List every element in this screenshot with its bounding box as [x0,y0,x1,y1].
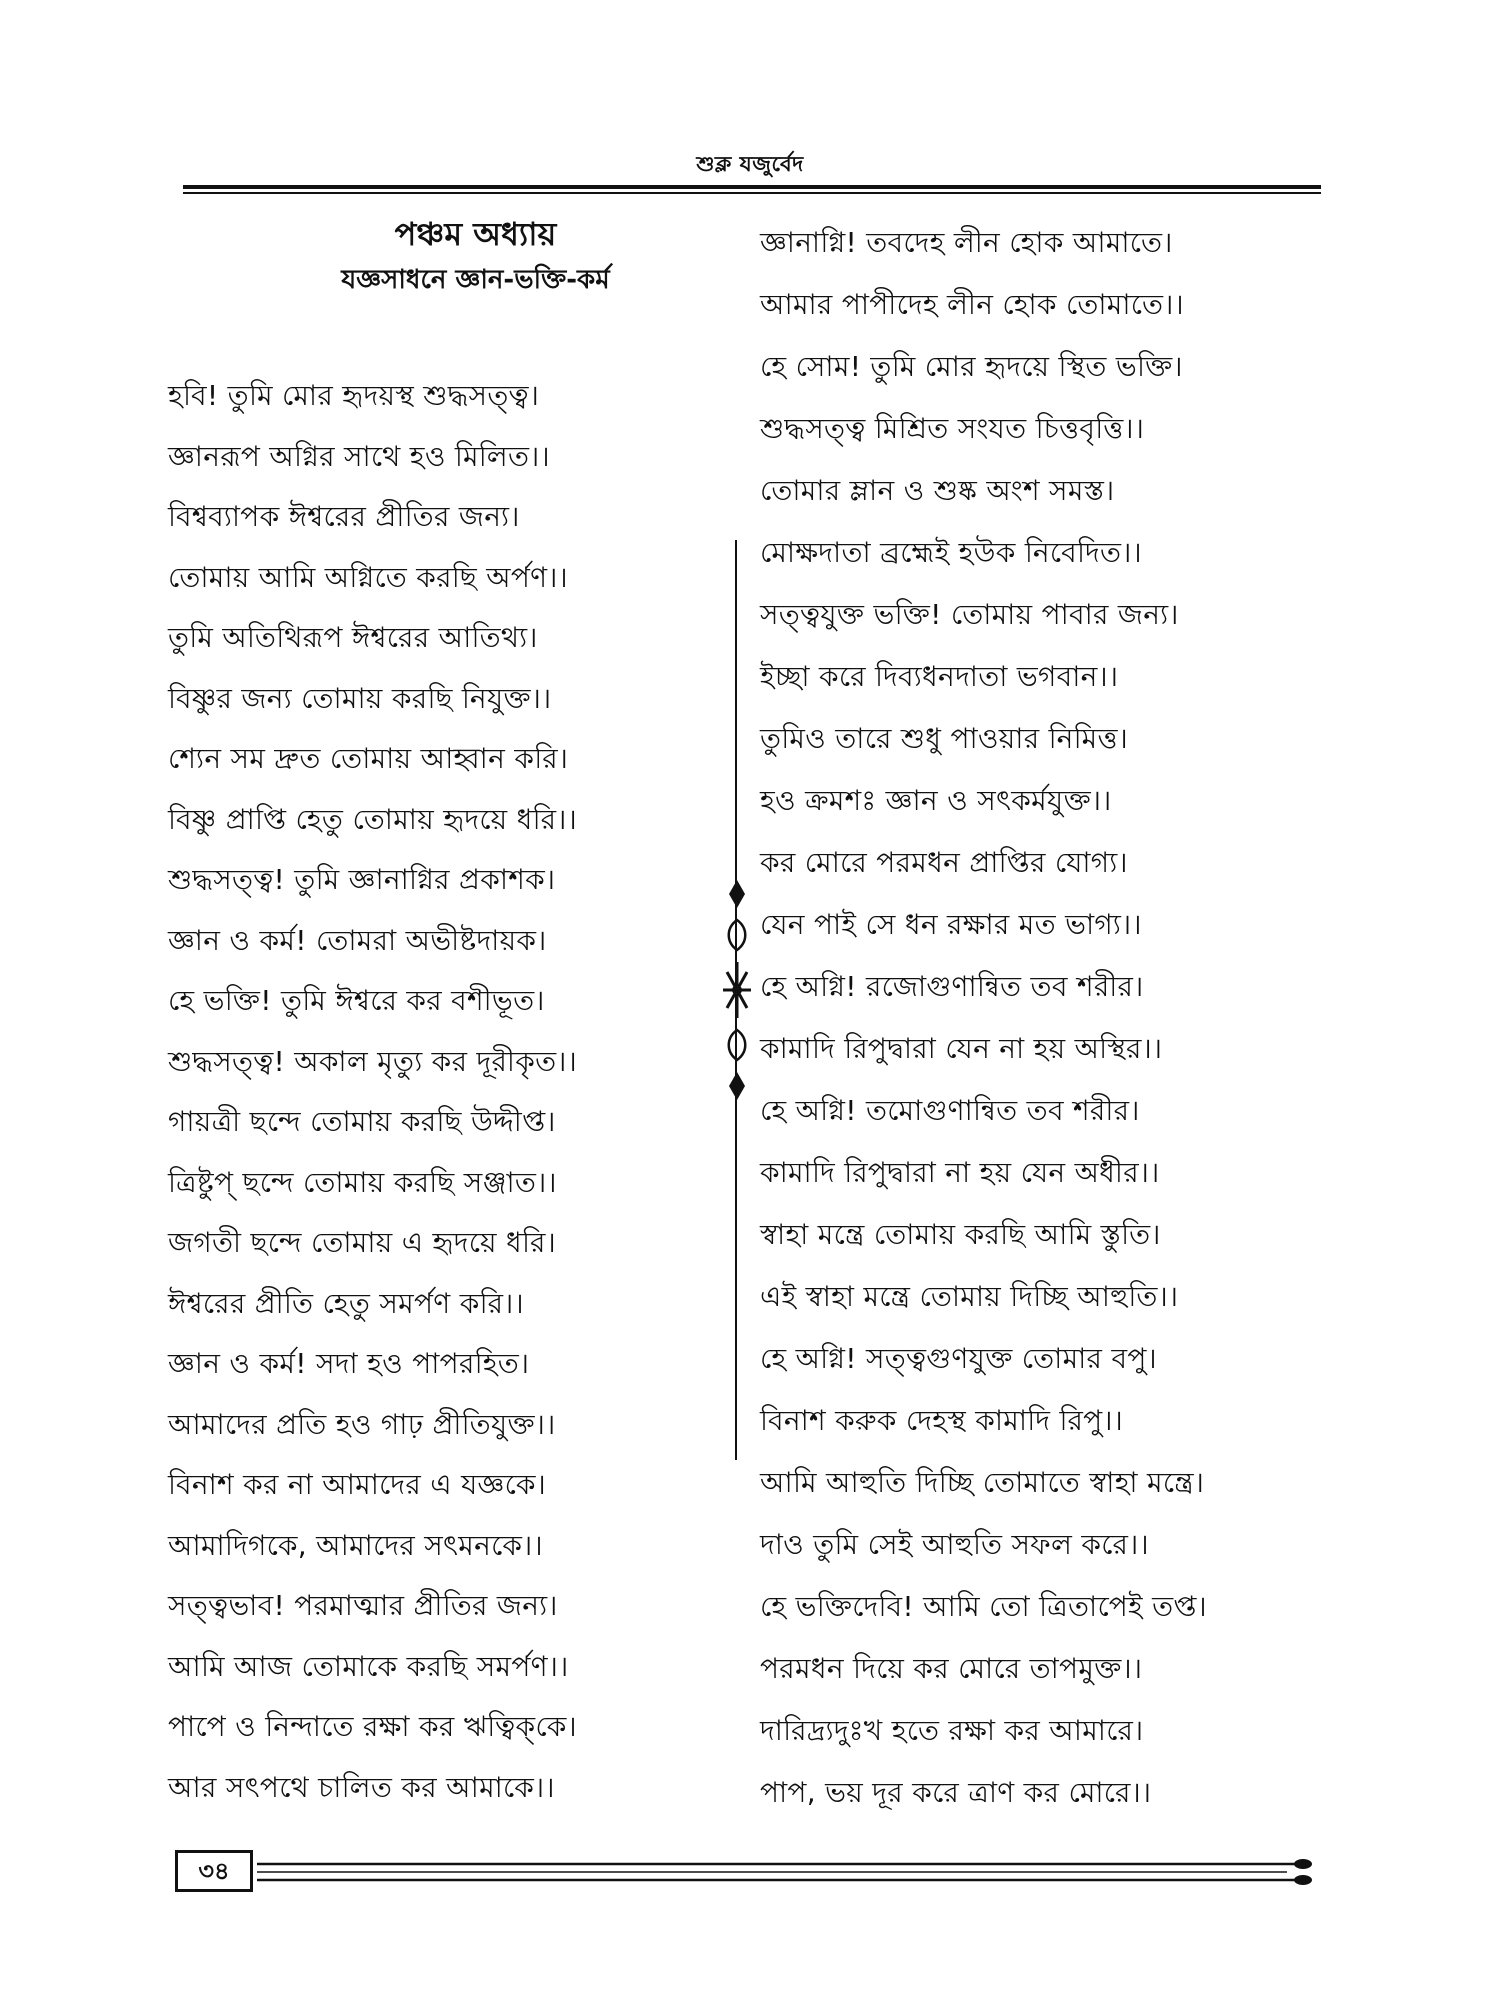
verse-line: সত্ত্বভাব! পরমাত্মার প্রীতির জন্য। [168,1589,558,1622]
verse-line: হে ভক্তিদেবি! আমি তো ত্রিতাপেই তপ্ত। [760,1590,1207,1623]
verse-line: দারিদ্র্যদুঃখ হতে রক্ষা কর আমারে। [760,1714,1144,1747]
verse-line: সত্ত্বযুক্ত ভক্তি! তোমায় পাবার জন্য। [760,598,1179,631]
verse-line: হে অগ্নি! সত্ত্বগুণযুক্ত তোমার বপু। [760,1342,1157,1375]
left-verse-list [168,366,723,1818]
left-column [168,212,723,1818]
right-verse-list [760,212,1340,1824]
verse-line: জ্ঞানাগ্নি! তবদেহ লীন হোক আমাতে। [760,226,1173,259]
verse-line: বিষ্ণু প্রাপ্তি হেতু তোমায় হৃদয়ে ধরি।। [168,802,578,836]
verse-line: যেন পাই সে ধন রক্ষার মত ভাগ্য।। [760,908,1142,941]
verse-line: শুদ্ধসত্ত্ব মিশ্রিত সংযত চিত্তবৃত্তি।। [760,412,1145,445]
verse-line: বিনাশ কর না আমাদের এ যজ্ঞকে। [168,1468,547,1501]
verse-line: ত্রিষ্টুপ্ ছন্দে তোমায় করছি সঞ্জাত।। [168,1165,557,1199]
verse-line: দাও তুমি সেই আহুতি সফল করে।। [760,1528,1149,1561]
verse-line: আমি আজ তোমাকে করছি সমর্পণ।। [168,1649,569,1683]
verse-line: বিশ্বব্যাপক ঈশ্বরের প্রীতির জন্য। [168,500,520,533]
verse-line: তোমায় আমি অগ্নিতে করছি অর্পণ।। [168,560,568,594]
verse-line: পরমধন দিয়ে কর মোরে তাপমুক্ত।। [760,1652,1143,1685]
right-column [760,212,1340,1824]
verse-line: জ্ঞানরূপ অগ্নির সাথে হও মিলিত।। [168,439,550,473]
verse-line: স্বাহা মন্ত্রে তোমায় করছি আমি স্তুতি। [760,1218,1161,1251]
verse-line: শুদ্ধসত্ত্ব! অকাল মৃত্যু কর দূরীকৃত।। [168,1044,578,1078]
verse-line: জগতী ছন্দে তোমায় এ হৃদয়ে ধরি। [168,1226,557,1259]
verse-line: তুমি অতিথিরূপ ঈশ্বরের আতিথ্য। [168,621,538,654]
chapter-subtitle: যজ্ঞসাধনে জ্ঞান-ভক্তি-কর্ম [341,265,610,295]
header-rule-thin [183,192,1321,194]
verse-line: পাপ, ভয় দূর করে ত্রাণ কর মোরে।। [760,1776,1152,1809]
verse-line: শ্যেন সম দ্রুত তোমায় আহ্বান করি। [168,742,569,775]
chapter-title: পঞ্চম অধ্যায় [394,215,557,253]
verse-line: আমাদের প্রতি হও গাঢ় প্রীতিযুক্ত।। [168,1407,556,1441]
verse-line: গায়ত্রী ছন্দে তোমায় করছি উদ্দীপ্ত। [168,1105,556,1138]
verse-line: ইচ্ছা করে দিব্যধনদাতা ভগবান।। [760,660,1119,693]
verse-line: হে অগ্নি! তমোগুণান্বিত তব শরীর। [760,1094,1140,1127]
verse-line: বিনাশ করুক দেহস্থ কামাদি রিপু।। [760,1404,1124,1437]
verse-line: আমার পাপীদেহ লীন হোক তোমাতে।। [760,288,1184,321]
running-head: শুক্ল যজুর্বেদ [696,152,804,176]
verse-line: মোক্ষদাতা ব্রহ্মেই হউক নিবেদিত।। [760,536,1142,569]
footer-ornament-rules [257,1850,1325,1895]
verse-line: পাপে ও নিন্দাতে রক্ষা কর ঋত্বিক্‌কে। [168,1710,577,1743]
verse-line: হবি! তুমি মোর হৃদয়স্থ শুদ্ধসত্ত্ব। [168,379,540,412]
verse-line: শুদ্ধসত্ত্ব! তুমি জ্ঞানাগ্নির প্রকাশক। [168,863,556,896]
verse-line: আমি আহুতি দিচ্ছি তোমাতে স্বাহা মন্ত্রে। [760,1466,1205,1499]
verse-line: কামাদি রিপুদ্বারা যেন না হয় অস্থির।। [760,1032,1163,1065]
divider-ornament-icon [722,880,752,1100]
verse-line: কামাদি রিপুদ্বারা না হয় যেন অধীর।। [760,1156,1160,1189]
verse-line: কর মোরে পরমধন প্রাপ্তির যোগ্য। [760,846,1128,879]
verse-line: আর সৎপথে চালিত কর আমাকে।। [168,1770,555,1804]
verse-line: তোমার ম্লান ও শুষ্ক অংশ সমস্ত। [760,474,1115,507]
page-number: ৩৪ [175,1850,253,1892]
header-rule-thick [183,185,1321,189]
verse-line: জ্ঞান ও কর্ম! তোমরা অভীষ্টদায়ক। [168,923,547,957]
verse-line: হে অগ্নি! রজোগুণান্বিত তব শরীর। [760,970,1144,1003]
page-footer [175,1850,1325,1895]
verse-line: আমাদিগকে, আমাদের সৎমনকে।। [168,1528,543,1562]
verse-line: বিষ্ণুর জন্য তোমায় করছি নিযুক্ত।। [168,681,552,715]
verse-line: জ্ঞান ও কর্ম! সদা হও পাপরহিত। [168,1347,530,1380]
verse-line: হও ক্রমশঃ জ্ঞান ও সৎকর্মযুক্ত।। [760,784,1112,817]
verse-line: হে ভক্তি! তুমি ঈশ্বরে কর বশীভূত। [168,984,545,1017]
verse-line: এই স্বাহা মন্ত্রে তোমায় দিচ্ছি আহুতি।। [760,1280,1179,1313]
verse-line: হে সোম! তুমি মোর হৃদয়ে স্থিত ভক্তি। [760,350,1183,383]
verse-line: তুমিও তারে শুধু পাওয়ার নিমিত্ত। [760,722,1129,755]
verse-line: ঈশ্বরের প্রীতি হেতু সমর্পণ করি।। [168,1286,524,1320]
